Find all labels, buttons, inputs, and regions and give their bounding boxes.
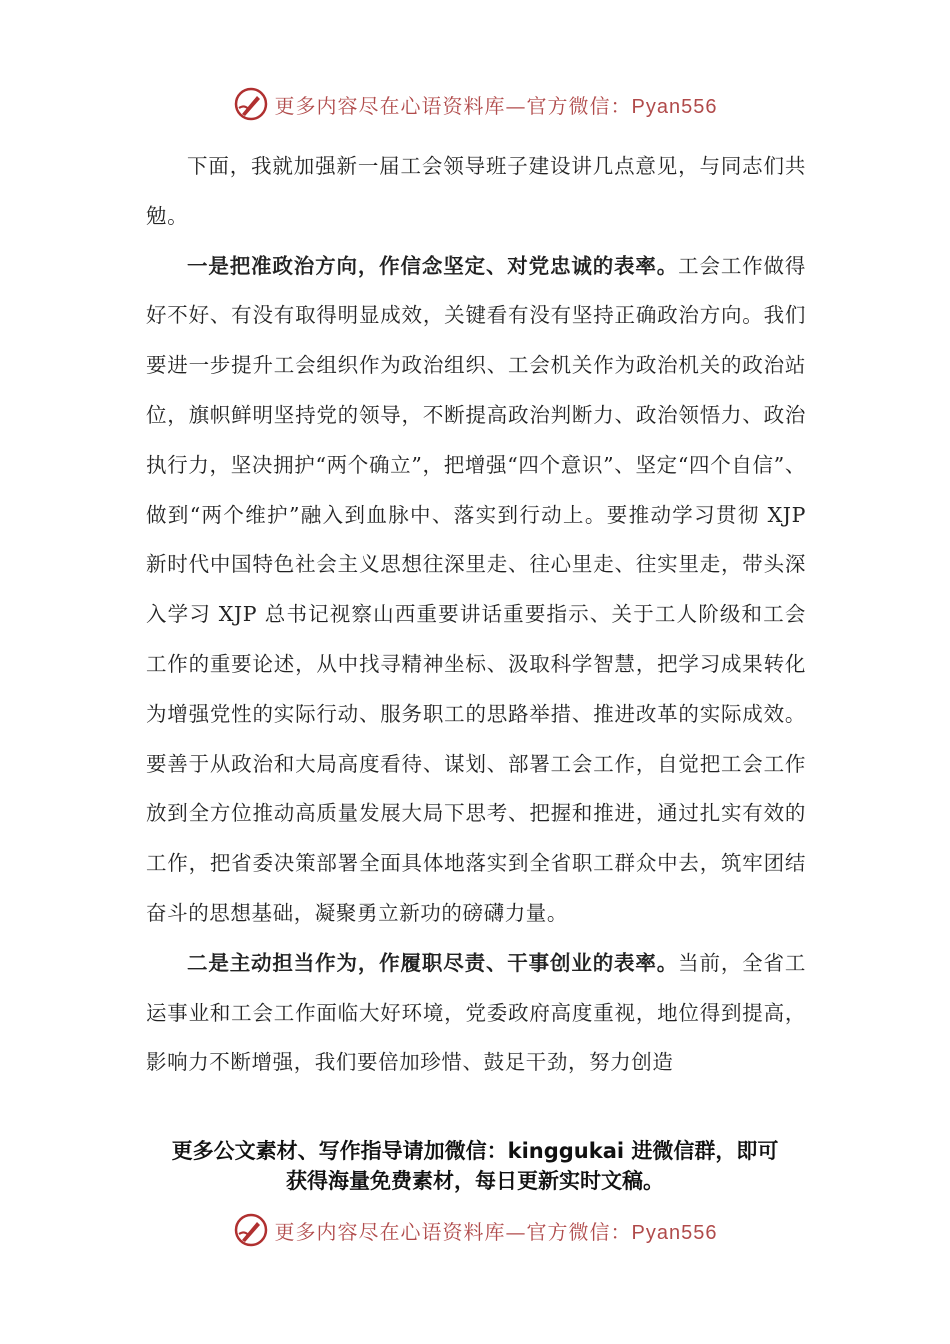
watermark-text: 更多内容尽在心语资料库—官方微信：	[274, 93, 632, 118]
watermark-wechat-id: Pyan556	[631, 1221, 718, 1244]
header-watermark	[0, 84, 950, 124]
document-body	[146, 142, 806, 1088]
paragraph-heading: 一是把准政治方向，作信念坚定、对党忠诚的表率。	[187, 253, 679, 278]
paragraph-text: 当前，全省工运事业和工会工作面临大好环境，党委政府高度重视，地位得到提高，影响力不断增强，我们要倍加珍惜、鼓足干劲，努力创造	[146, 950, 806, 1075]
paragraph-point-two	[146, 939, 806, 1088]
paragraph-heading: 二是主动担当作为，作履职尽责、干事创业的表率。	[187, 950, 679, 975]
footer-watermark	[0, 1210, 950, 1250]
watermark-text: 更多内容尽在心语资料库—官方微信：	[274, 1219, 632, 1244]
pen-logo-icon	[233, 86, 269, 122]
promo-notice	[120, 1136, 830, 1196]
paragraph-intro	[146, 142, 806, 242]
promo-line-2: 获得海量免费素材，每日更新实时文稿。	[286, 1169, 664, 1193]
watermark-wechat-id: Pyan556	[631, 95, 718, 118]
paragraph-text: 工会工作做得好不好、有没有取得明显成效，关键看有没有坚持正确政治方向。我们要进一步提升工会组织作为政治组织、工会机关作为政治机关的政治站位，旗帜鲜明坚持党的领导，不断提高政治判断力、政治领悟力、政治执行力，坚决拥护“两个确立”，把增强“四个意识”、坚定“四个自信”、做到“两个维护”融入到血脉中、落实到行动上。要推动学习贯彻 XJP 新时代中国特色社会主义思想往深里走、往心里走、往实里走，带头深入学习 XJP 总书记视察山西重要讲话重要指示、关于工人阶级和工会工作的重要论述，从中找寻精神坐标、汲取科学智慧，把学习成果转化为增强党性的实际行动、服务职工的思路举措、推进改革的实际成效。要善于从政治和大局高度看待、谋划、部署工会工作，自觉把工会工作放到全方位推动高质量发展大局下思考、把握和推进，通过扎实有效的工作，把省委决策部署全面具体地落实到全省职工群众中去，筑牢团结奋斗的思想基础，凝聚勇立新功的磅礴力量。	[146, 253, 806, 925]
paragraph-point-one	[146, 242, 806, 939]
paragraph-text: 下面，我就加强新一届工会领导班子建设讲几点意见，与同志们共勉。	[146, 154, 806, 228]
pen-logo-icon	[233, 1212, 269, 1248]
promo-line-1: 更多公文素材、写作指导请加微信：kinggukai 进微信群，即可	[171, 1139, 779, 1163]
